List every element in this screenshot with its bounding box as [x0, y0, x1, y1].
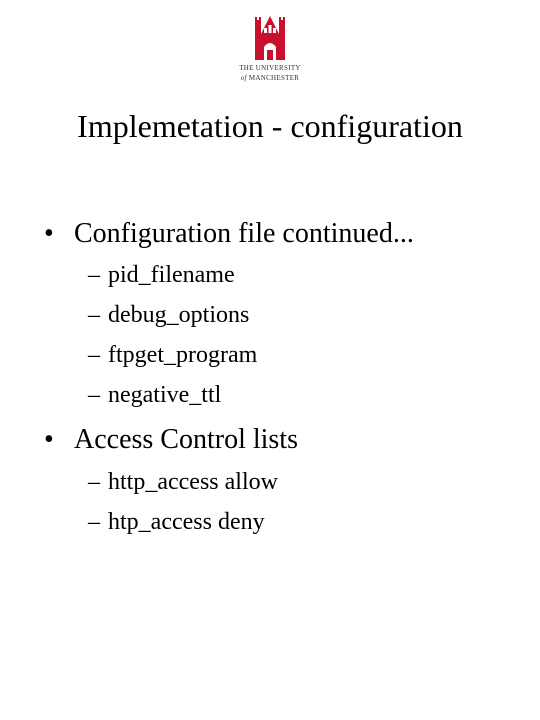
subitem-text: htp_access deny: [108, 509, 265, 535]
logo-line-2-suffix: MANCHESTER: [248, 74, 300, 82]
subitem-negative-ttl: [88, 380, 221, 410]
bullet-marker: •: [44, 218, 54, 249]
bullet-text: Access Control lists: [74, 424, 298, 455]
subitem-marker: –: [88, 262, 100, 288]
bullet-marker: •: [44, 424, 54, 455]
subitem-pid-filename: [88, 260, 235, 290]
bullet-access-control: [44, 423, 298, 457]
slide-title: Implemetation - configuration: [77, 108, 463, 144]
subitem-text: http_access allow: [108, 469, 278, 495]
subitem-htp-access-deny: [88, 507, 265, 537]
logo-line-2-prefix: of: [240, 74, 247, 82]
subitem-marker: –: [88, 469, 100, 495]
subitem-marker: –: [88, 509, 100, 535]
subitem-http-access-allow: [88, 467, 278, 497]
subitem-text: negative_ttl: [108, 382, 222, 408]
university-crest-icon: [255, 14, 285, 60]
subitem-debug-options: [88, 300, 249, 330]
subitem-text: pid_filename: [108, 262, 235, 288]
logo-line-1: THE UNIVERSITY: [239, 64, 301, 72]
subitem-marker: –: [88, 342, 100, 368]
logo-line-2: [238, 74, 302, 82]
subitem-marker: –: [88, 382, 100, 408]
subitem-text: debug_options: [108, 302, 250, 328]
subitem-text: ftpget_program: [108, 342, 258, 368]
university-logo: [238, 14, 302, 82]
subitem-marker: –: [88, 302, 100, 328]
subitem-ftpget-program: [88, 340, 257, 370]
bullet-text: Configuration file continued...: [74, 218, 414, 249]
bullet-configuration: [44, 217, 414, 251]
